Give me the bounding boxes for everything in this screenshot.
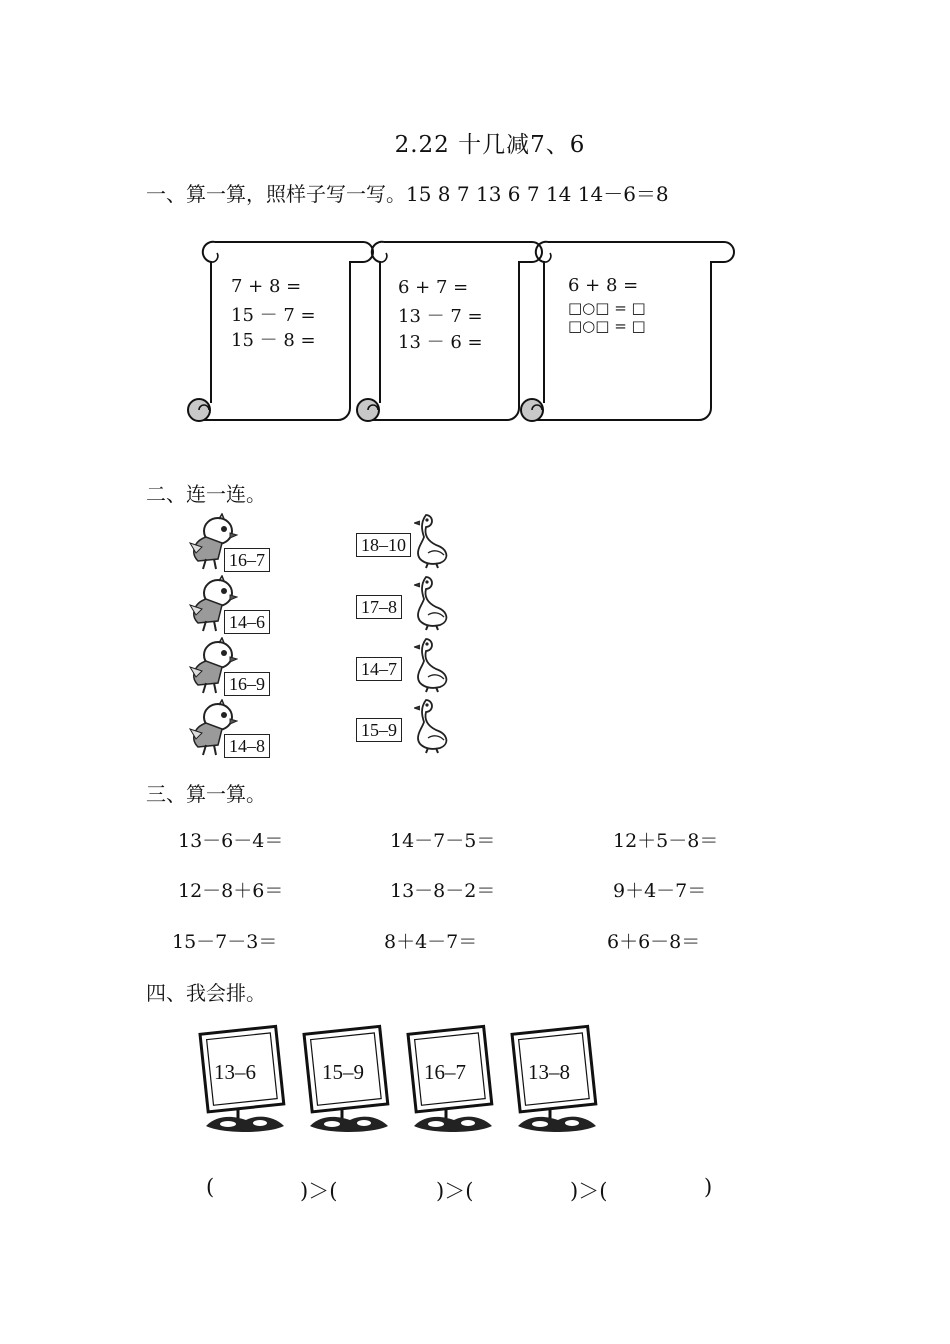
sign-1-label: 13–6 — [214, 1060, 256, 1084]
goose-4 — [414, 698, 452, 758]
order-gt-3: )＞( — [570, 1179, 608, 1203]
goose-1-card[interactable]: 18–10 — [356, 533, 411, 557]
scroll-2-line-1: 6 + 7 = — [398, 277, 469, 298]
section3-heading: 三、算一算。 — [146, 782, 266, 806]
order-gt-2: )＞( — [436, 1179, 474, 1203]
calc-r3-c1: 15－7－3＝ — [172, 931, 278, 953]
calc-r3-c3: 6＋6－8＝ — [607, 931, 701, 953]
scroll-3-line-3: □○□ = □ — [568, 317, 646, 335]
goose-icon — [414, 513, 452, 569]
calc-r2-c2: 13－8－2＝ — [390, 880, 496, 902]
bird-2-card[interactable]: 14–6 — [224, 610, 270, 634]
goose-3-card[interactable]: 14–7 — [356, 657, 402, 681]
calc-r3-c2: 8＋4－7＝ — [384, 931, 478, 953]
scroll-2-line-2: 13 － 7 = — [398, 306, 483, 327]
sign-4 — [510, 1022, 600, 1134]
order-gt-1: )＞( — [300, 1179, 338, 1203]
scroll-1-line-2: 15 － 7 = — [231, 305, 316, 326]
scroll-1-line-1: 7 + 8 = — [231, 276, 302, 297]
sign-4-label: 13–8 — [528, 1060, 570, 1084]
calc-r2-c1: 12－8＋6＝ — [178, 880, 284, 902]
calc-r1-c2: 14－7－5＝ — [390, 830, 496, 852]
goose-icon — [414, 575, 452, 631]
goose-3 — [414, 637, 452, 697]
goose-4-card[interactable]: 15–9 — [356, 718, 402, 742]
goose-2-card[interactable]: 17–8 — [356, 595, 402, 619]
order-open-paren: ( — [206, 1175, 215, 1199]
goose-2 — [414, 575, 452, 635]
section1-heading: 一、算一算，照样子写一写。15 8 7 13 6 7 14 14－6＝8 — [146, 182, 669, 206]
order-close-paren: ) — [704, 1175, 713, 1199]
goose-icon — [414, 637, 452, 693]
page-title: 2.22 十几减7、6 — [394, 132, 586, 158]
bird-3-card[interactable]: 16–9 — [224, 672, 270, 696]
section4-heading: 四、我会排。 — [146, 981, 266, 1005]
calc-r2-c3: 9＋4－7＝ — [613, 880, 707, 902]
section2-heading: 二、连一连。 — [146, 482, 266, 506]
calc-r1-c3: 12＋5－8＝ — [613, 830, 719, 852]
sign-2 — [302, 1022, 392, 1134]
calc-r1-c1: 13－6－4＝ — [178, 830, 284, 852]
scroll-3-line-1: 6 + 8 = — [568, 275, 639, 296]
sign-3-label: 16–7 — [424, 1060, 466, 1084]
sign-2-label: 15–9 — [322, 1060, 364, 1084]
goose-icon — [414, 698, 452, 754]
scroll-3-line-2: □○□ = □ — [568, 299, 646, 317]
scroll-1-line-3: 15 － 8 = — [231, 330, 316, 351]
bird-1-card[interactable]: 16–7 — [224, 548, 270, 572]
bird-4-card[interactable]: 14–8 — [224, 734, 270, 758]
sign-1 — [198, 1022, 288, 1134]
goose-1 — [414, 513, 452, 573]
scroll-2-line-3: 13 － 6 = — [398, 332, 483, 353]
sign-3 — [406, 1022, 496, 1134]
